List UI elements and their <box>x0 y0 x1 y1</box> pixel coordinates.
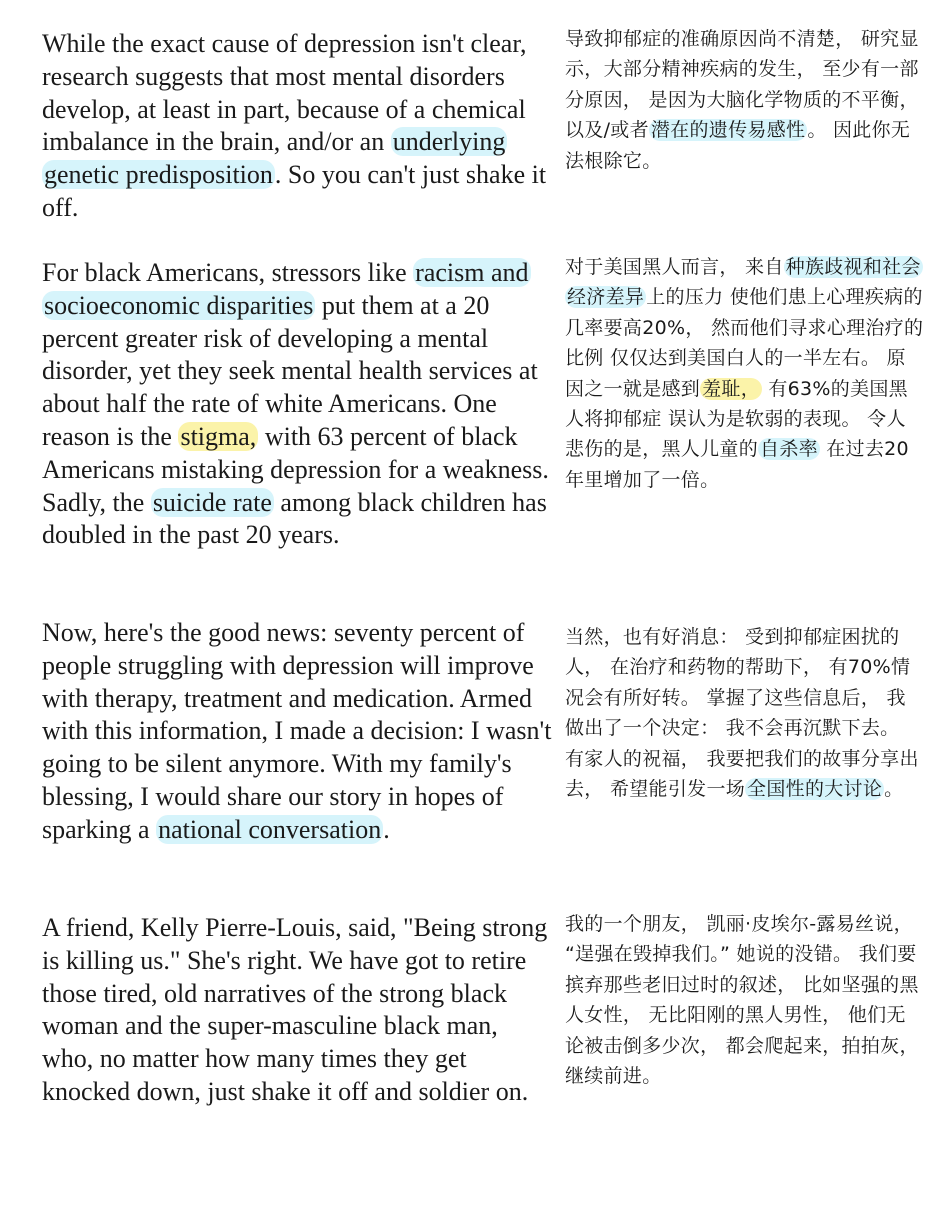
text-span: among black children has doubled in the past 20 years. <box>42 487 547 550</box>
text-span: 有63%的美国黑人将抑郁症 误认为是软弱的表现。 令人悲伤的是，黑人儿童的 <box>565 377 908 461</box>
highlighted-term: 全国性的大讨论 <box>747 778 883 801</box>
chinese-paragraph-4 <box>565 909 925 1091</box>
english-paragraph-1 <box>42 28 552 225</box>
text-span: 。 <box>884 778 904 801</box>
highlighted-term: 潜在的遗传易感性 <box>650 119 806 142</box>
text-span: with 63 percent of black Americans mistaking depression for a weakness. Sadly, the <box>42 421 549 517</box>
text-span: 。 因此你无法根除它。 <box>565 119 911 172</box>
text-span: 导致抑郁症的准确原因尚不清楚， 研究显示，大部分精神疾病的发生， 至少有一部分原因， 是因为大脑化学物质的不平衡， 以及/或者 <box>565 28 919 142</box>
text-span: 我的一个朋友， 凯丽·皮埃尔-露易丝说， “逞强在毁掉我们。” 她说的没错。 我们要摈弃那些老旧过时的叙述， 比如坚强的黑人女性， 无比阳刚的黑人男性， 他们无论被击倒多少次， 都会爬起来，拍拍灰，继续前进。 <box>565 913 919 1088</box>
text-span: put them at a 20 percent greater risk of developing a mental disorder, yet they seek mental health services at about half the rate of white Americans. One reason is the <box>42 290 538 451</box>
highlighted-term: racism and socioeconomic disparities <box>44 258 529 320</box>
text-span: For black Americans, stressors like <box>42 258 414 287</box>
english-paragraph-3 <box>42 617 552 847</box>
text-span: 上的压力 使他们患上心理疾病的 几率要高20%， 然而他们寻求心理治疗的比例 仅仅达到美国白人的一半左右。 原因之一就是感到 <box>565 286 924 400</box>
text-span: Now, here's the good news: seventy percent of people struggling with depression will improve with therapy, treatment and medication. Armed with this information, I made a decision: I wasn't going to be silent anymore. With my family's blessing, I would share our story in hopes of sparking a <box>42 618 552 844</box>
english-paragraph-2 <box>42 257 552 552</box>
chinese-paragraph-1 <box>565 24 925 176</box>
text-span: 当然，也有好消息： 受到抑郁症困扰的人， 在治疗和药物的帮助下， 有70%情况会有所好转。 掌握了这些信息后， 我做出了一个决定： 我不会再沉默下去。 有家人的祝福， 我要把我们的故事分享出去， 希望能引发一场 <box>565 626 919 801</box>
text-span: . So you can't just shake it off. <box>42 160 547 222</box>
chinese-paragraph-2 <box>565 252 925 495</box>
text-span: 对于美国黑人而言， 来自 <box>565 256 784 278</box>
english-paragraph-4 <box>42 912 552 1109</box>
text-span: While the exact cause of depression isn't clear, research suggests that most mental disorders develop, at least in part, because of a chemical imbalance in the brain, and/or an <box>42 29 527 157</box>
highlighted-term: 自杀率 <box>760 438 818 461</box>
chinese-paragraph-3 <box>565 622 925 804</box>
highlighted-term: underlying genetic predisposition <box>44 127 506 190</box>
highlighted-term: suicide rate <box>152 487 272 517</box>
text-span: 在过去20年里增加了一倍。 <box>565 438 909 491</box>
text-span: . <box>383 814 390 844</box>
highlighted-term: 种族歧视和社会经济差异 <box>567 256 921 309</box>
highlighted-term: national conversation <box>158 814 382 844</box>
text-span: A friend, Kelly Pierre-Louis, said, "Being strong is killing us." She's right. We have got to retire those tired, old narratives of the strong black woman and the super-masculine black man, who, no matter how many times they get knocked down, just shake it off and soldier on. <box>42 913 548 1106</box>
highlighted-term: stigma, <box>180 421 257 451</box>
highlighted-term: 羞耻， <box>702 377 761 400</box>
